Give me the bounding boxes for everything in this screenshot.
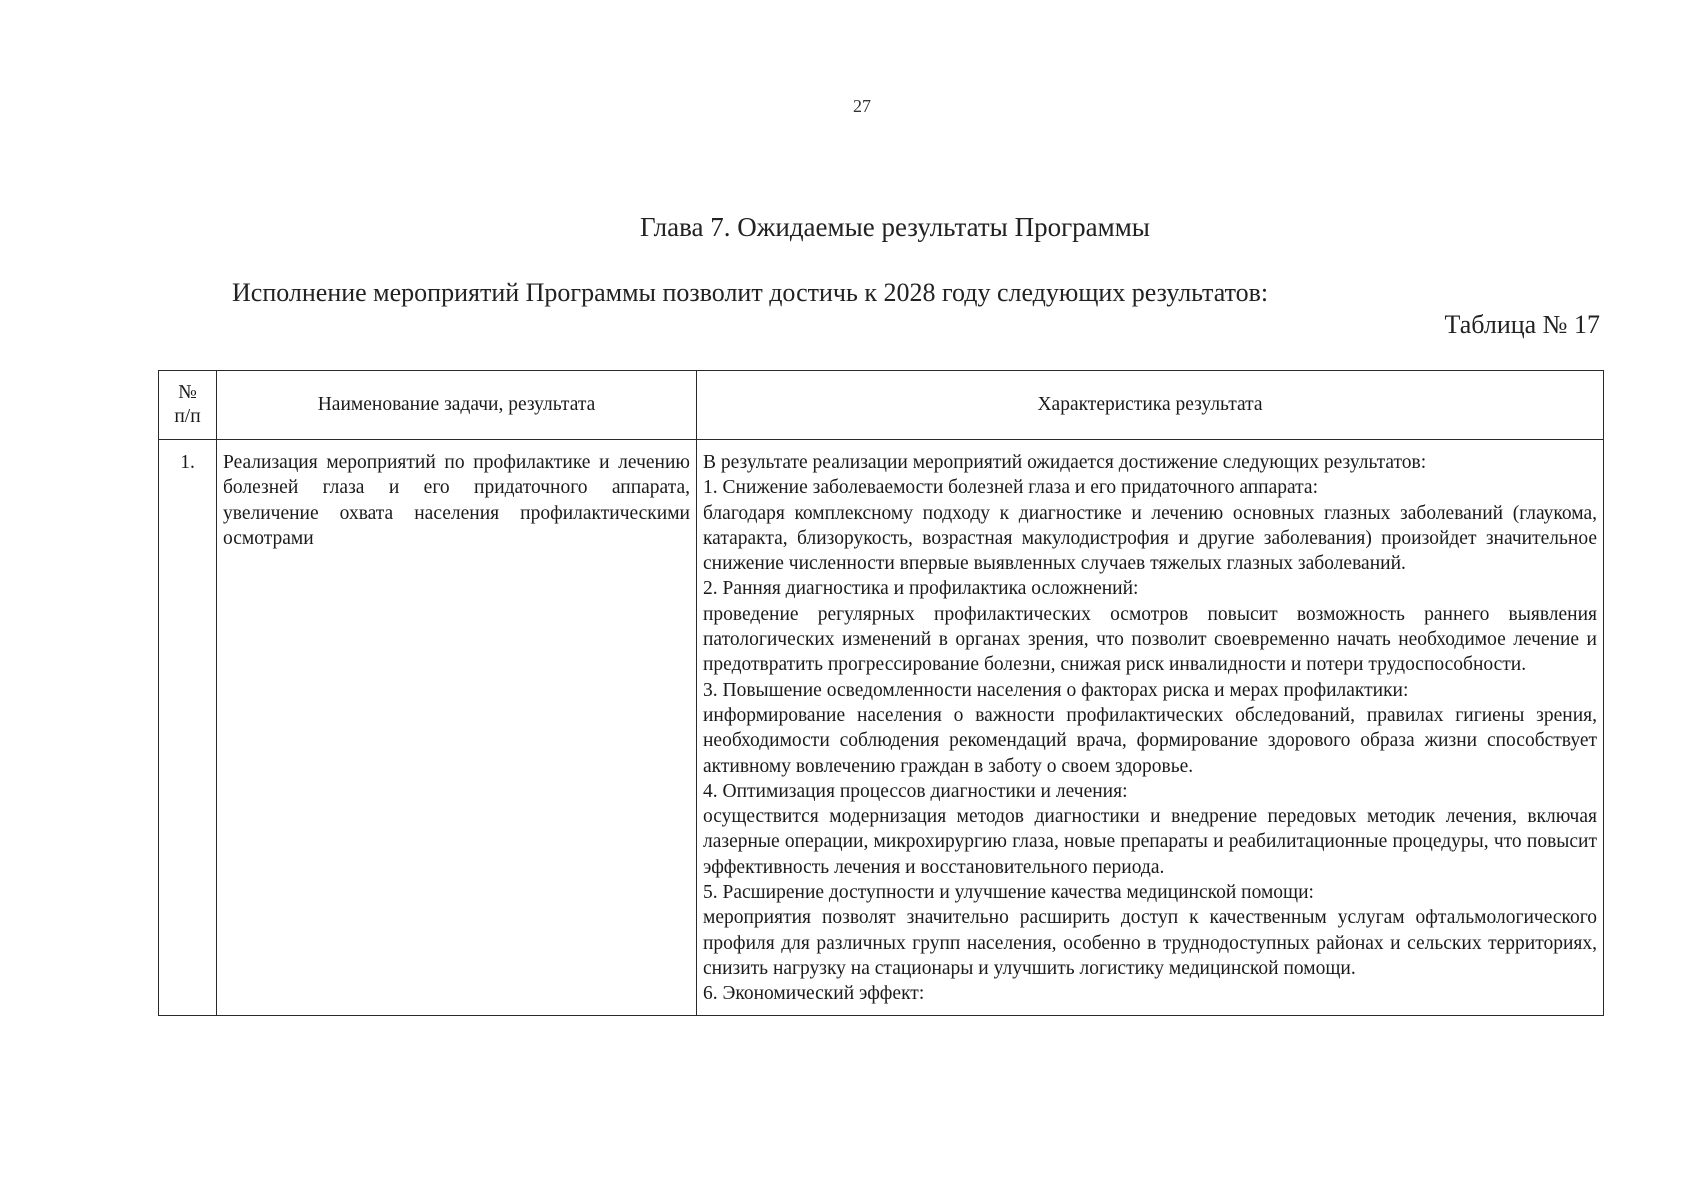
table-header-row	[159, 371, 1604, 440]
result-heading-3: 3. Повышение осведомленности населения о факторах риска и мерах профилактики:	[703, 679, 1409, 701]
results-table	[158, 370, 1604, 1016]
intro-paragraph: Исполнение мероприятий Программы позволит достичь к 2028 году следующих результатов:	[232, 278, 1269, 307]
row-characteristic	[697, 440, 1604, 1016]
header-characteristic: Характеристика результата	[697, 371, 1604, 440]
table-row	[159, 440, 1604, 1016]
header-number-symbol: №	[178, 382, 197, 403]
result-heading-2: 2. Ранняя диагностика и профилактика осложнений:	[703, 578, 1139, 600]
result-heading-5: 5. Расширение доступности и улучшение качества медицинской помощи:	[703, 882, 1314, 904]
table-label: Таблица № 17	[1444, 310, 1600, 339]
chapter-title: Глава 7. Ожидаемые результаты Программы	[640, 212, 1150, 242]
result-heading-6: 6. Экономический эффект:	[703, 983, 925, 1005]
result-text-3: информирование населения о важности профилактических обследований, правилах гигиены зрения, необходимости соблюдения рекомендаций врача, формирование здорового образа жизни способствует активному вовлечению граждан в заботу о своем здоровье.	[703, 704, 1597, 777]
characteristic-intro: В результате реализации мероприятий ожидается достижение следующих результатов:	[703, 452, 1427, 473]
header-number-abbr: п/п	[174, 406, 201, 427]
header-number	[159, 371, 217, 440]
result-text-2: проведение регулярных профилактических осмотров повысит возможность раннего выявления патологических изменений в органах зрения, что позволит своевременно начать необходимое лечение и предотвратить прогрессирование болезни, снижая риск инвалидности и потери трудоспособности.	[703, 603, 1597, 676]
header-task: Наименование задачи, результата	[217, 371, 697, 440]
result-heading-1: 1. Снижение заболеваемости болезней глаза и его придаточного аппарата:	[703, 477, 1318, 499]
result-text-5: мероприятия позволят значительно расширить доступ к качественным услугам офтальмологического профиля для различных групп населения, особенно в труднодоступных районах и сельских территориях, снизить нагрузку на стационары и улучшить логистику медицинской помощи.	[703, 907, 1597, 979]
result-text-4: осуществится модернизация методов диагностики и внедрение передовых методик лечения, включая лазерные операции, микрохирургию глаза, новые препараты и реабилитационные процедуры, что повысит эффективность лечения и восстановительного периода.	[703, 806, 1597, 878]
page-number: 27	[853, 96, 871, 116]
row-task: Реализация мероприятий по профилактике и лечению болезней глаза и его придаточного аппарата, увеличение охвата населения профилактическими осмотрами	[217, 440, 697, 1016]
result-heading-4: 4. Оптимизация процессов диагностики и лечения:	[703, 780, 1128, 802]
result-text-1: благодаря комплексному подходу к диагностике и лечению основных глазных заболеваний (глаукома, катаракта, близорукость, возрастная макулодистрофия и другие заболевания) произойдет значительное снижение численности впервые выявленных случаев тяжелых глазных заболеваний.	[703, 502, 1597, 575]
row-number: 1.	[159, 440, 217, 1016]
